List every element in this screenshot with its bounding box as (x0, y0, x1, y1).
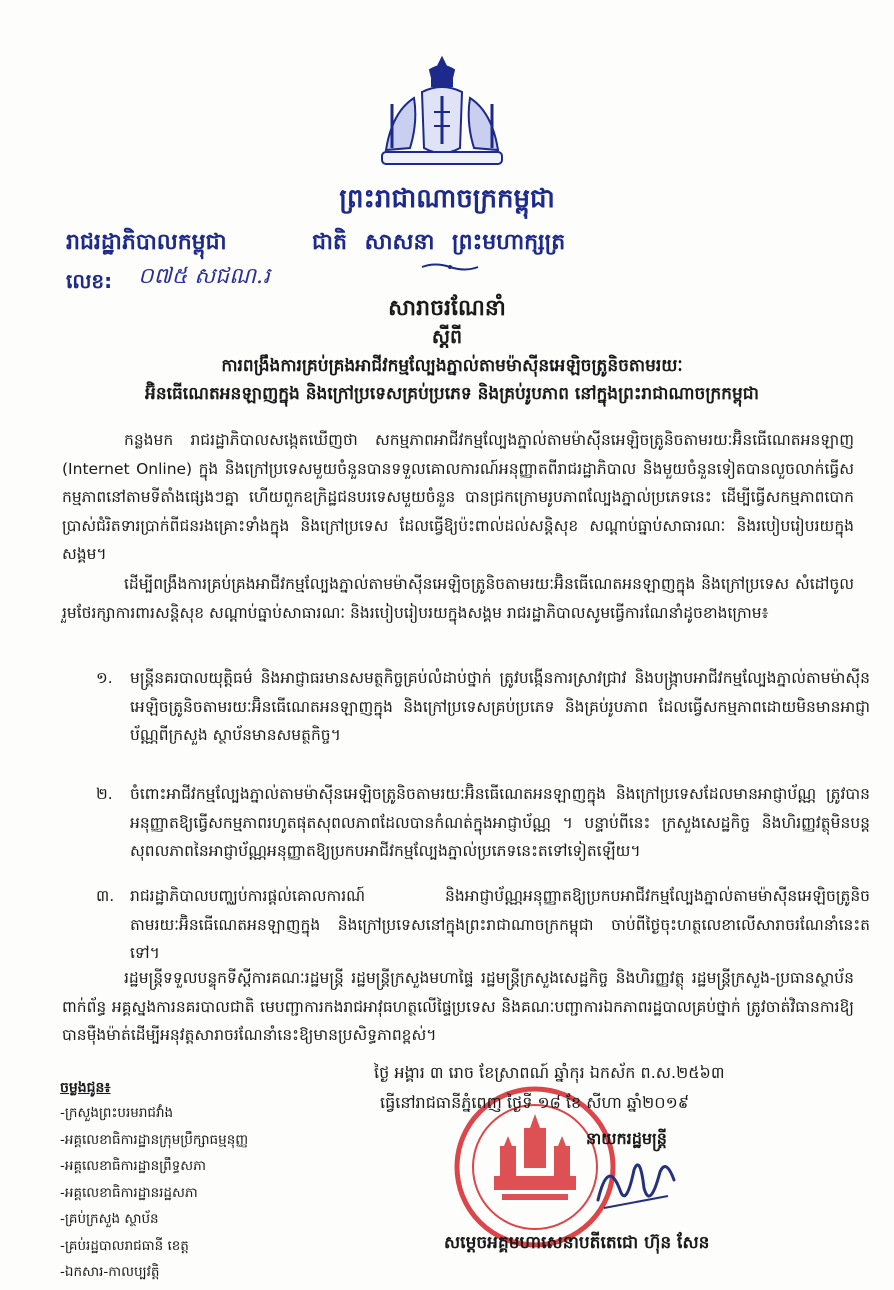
about-label: ស្តីពី (431, 326, 463, 348)
subject-line-1: ការពង្រឹងការគ្រប់គ្រងអាជីវកម្មល្បែងភ្នាល់តាមម៉ាស៊ីនអេឡិចត្រូនិចតាមរយៈ (221, 356, 683, 376)
list-item-text: ចំពោះអាជីវកម្មល្បែងភ្នាល់តាមម៉ាស៊ីនអេឡិចត្រូនិចតាមរយៈអ៊ិនធើណេតអនឡាញក្នុង និងក្រៅប្រទេសដែលមានអាជ្ញាប័ណ្ណ ត្រូវបានអនុញ្ញាតឱ្យធ្វើសកម្មភាពរហូតផុតសុពលភាពដែលបានកំណត់ក្នុងអាជ្ញាប័ណ្ណ ។ បន្ទាប់ពីនេះ ក្រសួងសេដ្ឋកិច្ច និងហិរញ្ញវត្ថុមិនបន្តសុពលភាពនៃអាជ្ញាប័ណ្ណអនុញ្ញាតឱ្យប្រកបអាជីវកម្មល្បែងភ្នាល់ប្រភេទនេះតទៅទៀតឡើយ។ (130, 785, 870, 860)
recipient-item: -ក្រសួងព្រះបរមរាជវាំង (60, 1105, 174, 1121)
list-item-text: មន្ត្រីនគរបាលយុត្តិធម៌ និងអាជ្ញាធរមានសមត្ថកិច្ចគ្រប់លំដាប់ថ្នាក់ ត្រូវបង្កើនការស្រាវជ្រាវ និងបង្ក្រាបអាជីវកម្មល្បែងភ្នាល់តាមម៉ាស៊ីនអេឡិចត្រូនិចតាមរយៈអ៊ិនធើណេតអនឡាញក្នុង និងក្រៅប្រទេសគ្រប់ប្រភេទ និងគ្រប់រូបភាព ដែលធ្វើសកម្មភាពដោយមិនមានអាជ្ញាប័ណ្ណពីក្រសួង ស្ថាប័នមានសមត្ថកិច្ច។ (130, 669, 870, 744)
body-paragraph-2: ដើម្បីពង្រឹងការគ្រប់គ្រងអាជីវកម្មល្បែងភ្នាល់តាមម៉ាស៊ីនអេឡិចត្រូនិចតាមរយៈអ៊ិនធើណេតអនឡាញក្នុង និងក្រៅប្រទេស សំដៅចូលរួមថែរក្សាការពារសន្តិសុខ សណ្តាប់ធ្នាប់សាធារណៈ និងរបៀបរៀបរយក្នុងសង្គម រាជរដ្ឋាភិបាលសូមធ្វើការណែនាំដូចខាងក្រោម៖ (62, 575, 854, 622)
recipient-item: -អគ្គលេខាធិការដ្ឋានព្រឹទ្ធសភា (60, 1158, 207, 1174)
recipients-title: ចម្លងជូន៖ (60, 1080, 111, 1096)
list-item-number: ២. (96, 785, 113, 803)
list-item (96, 780, 870, 866)
document-number: ០៧៥ សជណ.រ (138, 264, 270, 289)
recipient-item: -គ្រប់ក្រសួង ស្ថាប័ន (60, 1211, 159, 1227)
list-item-number: ៣. (96, 887, 115, 905)
recipient-item: -អគ្គលេខាធិការដ្ឋានរដ្ឋសភា (60, 1184, 198, 1201)
subject-line-2: អ៊ិនធើណេតអនឡាញក្នុង និងក្រៅប្រទេសគ្រប់ប្រភេទ និងគ្រប់រូបភាព នៅក្នុងព្រះរាជាណាចក្រកម្ពុជា (145, 384, 759, 404)
recipient-item: -គ្រប់រដ្ឋបាលរាជធានី ខេត្ត (60, 1237, 189, 1254)
issue-date: ធ្វើនៅរាជធានីភ្នំពេញ ថ្ងៃទី ១៨ ខែ សីហា ឆ្នាំ២០១៩ (380, 1093, 690, 1112)
document-type: សារាចរណែនាំ (388, 295, 506, 321)
document-number-label: លេខ: (66, 269, 113, 293)
signer-name: សម្តេចអគ្គមហាសេនាបតីតេជោ ហ៊ុន សែន (444, 1233, 710, 1253)
national-motto: ជាតិ សាសនា ព្រះមហាក្សត្រ (312, 229, 566, 255)
list-item (96, 664, 870, 750)
ornament-divider-icon (420, 262, 480, 272)
list-item-text: រាជរដ្ឋាភិបាលបញ្ឈប់ការផ្តល់គោលការណ៍ និងអាជ្ញាប័ណ្ណអនុញ្ញាតឱ្យប្រកបអាជីវកម្មល្បែងភ្នាល់តាមម៉ាស៊ីនអេឡិចត្រូនិចតាមរយៈអ៊ិនធើណេតអនឡាញក្នុង និងក្រៅប្រទេសនៅក្នុងព្រះរាជាណាចក្រកម្ពុជា ចាប់ពីថ្ងៃចុះហត្ថលេខាលើសារាចរណែនាំនេះតទៅ។ (130, 887, 870, 962)
recipients-list (60, 1104, 248, 1290)
signer-title: នាយករដ្ឋមន្ត្រី (586, 1129, 667, 1148)
body-paragraph-3: រដ្ឋមន្ត្រីទទួលបន្ទុកទីស្តីការគណៈរដ្ឋមន្ត្រី រដ្ឋមន្ត្រីក្រសួងមហាផ្ទៃ រដ្ឋមន្ត្រីក្រសួងសេដ្ឋកិច្ច និងហិរញ្ញវត្ថុ រដ្ឋមន្ត្រីក្រសួង-ប្រធានស្ថាប័នពាក់ព័ន្ធ អគ្គស្នងការនគរបាលជាតិ មេបញ្ជាការកងរាជអាវុធហត្ថលើផ្ទៃប្រទេស និងគណៈបញ្ជាការឯកភាពរដ្ឋបាលគ្រប់ថ្នាក់ ត្រូវចាត់វិធានការឱ្យបានម៉ឺងម៉ាត់ដើម្បីអនុវត្តសារាចរណែនាំនេះឱ្យមានប្រសិទ្ធភាពខ្ពស់។ (62, 969, 854, 1044)
recipient-item: -អគ្គលេខាធិការដ្ឋានក្រុមប្រឹក្សាធម្មនុញ្ញ (60, 1131, 249, 1148)
royal-coat-of-arms-icon (372, 52, 512, 174)
government-name: រាជរដ្ឋាភិបាលកម្ពុជា (66, 229, 227, 255)
handwritten-signature-icon (590, 1150, 680, 1216)
lunar-date: ថ្ងៃ អង្គារ ៣ រោច ខែស្រាពណ៍ ឆ្នាំកុរ ឯកស័ក ព.ស.២៥៦៣ (374, 1063, 725, 1082)
recipient-item: -ឯកសារ-កាលប្បវត្តិ (60, 1264, 160, 1280)
list-item (96, 882, 870, 968)
body-paragraph-1: កន្លងមក រាជរដ្ឋាភិបាលសង្កេតឃើញថា សកម្មភាពអាជីវកម្មល្បែងភ្នាល់តាមម៉ាស៊ីនអេឡិចត្រូនិចតាមរយៈអ៊ិនធើណេតអនឡាញ (Internet Online) ក្នុង និងក្រៅប្រទេសមួយចំនួនបានទទួលគោលការណ៍អនុញ្ញាតពីរាជរដ្ឋាភិបាល និងមួយចំនួនទៀតបានលួចលាក់ធ្វើសកម្មភាពនៅតាមទីតាំងផ្សេងៗគ្នា ហើយពួកឧក្រិដ្ឋជនបរទេសមួយចំនួន បានជ្រកក្រោមរូបភាពល្បែងភ្នាល់ប្រភេទនេះ ដើម្បីធ្វើសកម្មភាពបោកប្រាស់ជំរិតទារប្រាក់ពីជនរងគ្រោះទាំងក្នុង និងក្រៅប្រទេស ដែលធ្វើឱ្យប៉ះពាល់ដល់សន្តិសុខ សណ្តាប់ធ្នាប់សាធារណៈ និងរបៀបរៀបរយក្នុងសង្គម។ (62, 431, 854, 563)
list-item-number: ១. (96, 669, 113, 687)
document-subject (52, 352, 852, 408)
kingdom-heading: ព្រះរាជាណាចក្រកម្ពុជា (339, 184, 555, 214)
